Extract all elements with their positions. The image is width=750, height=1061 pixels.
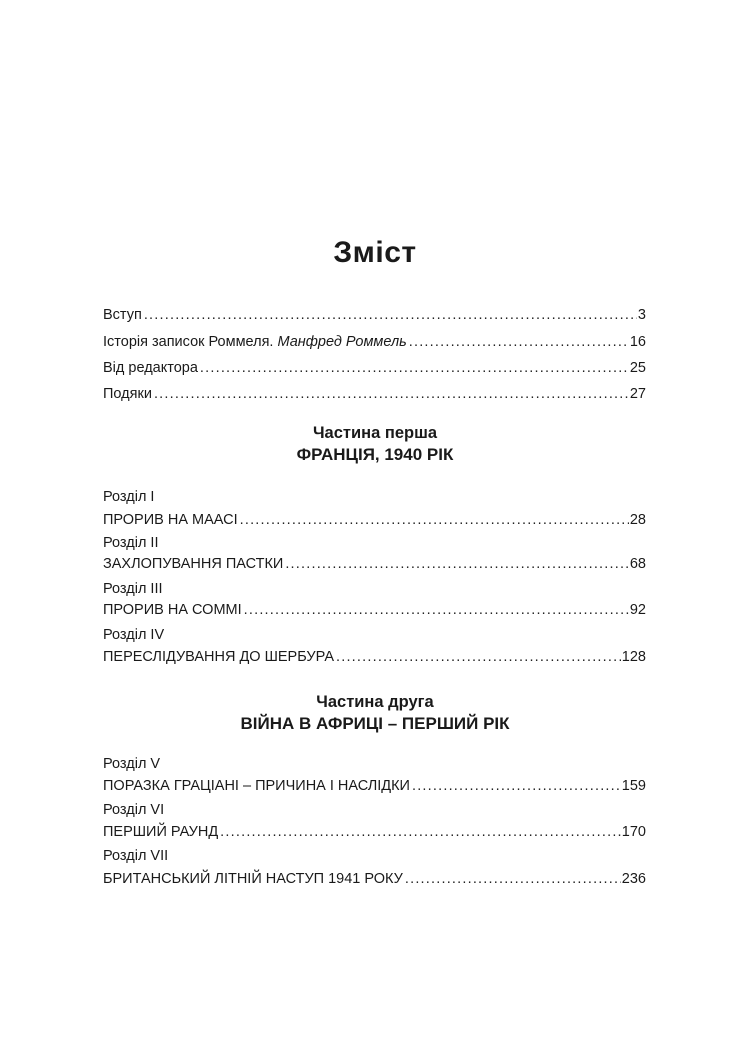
- toc-entry-page: 68: [629, 556, 646, 572]
- part-title: ФРАНЦІЯ, 1940 РІК: [296, 445, 454, 464]
- toc-entry-thanks[interactable]: [103, 385, 646, 403]
- chapter-number: Розділ VI: [103, 802, 165, 818]
- toc-entry-chapter-6[interactable]: [103, 823, 646, 841]
- toc-entry-intro[interactable]: [103, 306, 646, 324]
- toc-entry-page: 27: [629, 386, 646, 402]
- toc-entry-history[interactable]: [103, 333, 646, 351]
- chapter-title: БРИТАНСЬКИЙ ЛІТНІЙ НАСТУП 1941 РОКУ: [103, 871, 403, 887]
- toc-entry-label: Подяки: [103, 386, 152, 402]
- toc-entry-page: 128: [621, 649, 646, 665]
- toc-entry-page: 3: [637, 307, 646, 323]
- chapter-title: ПРОРИВ НА МААСІ: [103, 512, 238, 528]
- chapter-title: ПЕРЕСЛІДУВАННЯ ДО ШЕРБУРА: [103, 649, 334, 665]
- toc-entry-label: [103, 333, 407, 351]
- part-heading-2: [0, 691, 750, 735]
- toc-entry-page: 92: [629, 602, 646, 618]
- chapter-title: ЗАХЛОПУВАННЯ ПАСТКИ: [103, 556, 284, 572]
- dot-leader: [285, 555, 629, 573]
- toc-entry-page: 28: [629, 512, 646, 528]
- part-title: ВІЙНА В АФРИЦІ – ПЕРШИЙ РІК: [240, 714, 510, 733]
- dot-leader: [220, 823, 621, 841]
- chapter-title: ПРОРИВ НА СОММІ: [103, 602, 242, 618]
- chapter-title: ПОРАЗКА ГРАЦІАНІ – ПРИЧИНА І НАСЛІДКИ: [103, 778, 410, 794]
- toc-entry-chapter-1[interactable]: [103, 511, 646, 529]
- dot-leader: [405, 870, 621, 888]
- toc-entry-page: 16: [629, 334, 646, 350]
- chapter-number: Розділ III: [103, 581, 163, 597]
- toc-entry-page: 236: [621, 871, 646, 887]
- dot-leader: [336, 648, 621, 666]
- toc-entry-page: 170: [621, 824, 646, 840]
- toc-entry-chapter-4[interactable]: [103, 648, 646, 666]
- toc-entry-editor[interactable]: [103, 359, 646, 377]
- toc-entry-label: Вступ: [103, 307, 142, 323]
- chapter-number: Розділ I: [103, 489, 155, 505]
- toc-entry-label: Від редактора: [103, 360, 198, 376]
- dot-leader: [240, 511, 629, 529]
- toc-entry-chapter-5[interactable]: [103, 777, 646, 795]
- part-heading-1: [0, 422, 750, 466]
- part-subtitle: Частина перша: [312, 424, 438, 442]
- toc-entry-chapter-7[interactable]: [103, 870, 646, 888]
- chapter-number: Розділ II: [103, 535, 159, 551]
- part-subtitle: Частина друга: [316, 693, 434, 711]
- dot-leader: [144, 306, 637, 324]
- chapter-number: Розділ IV: [103, 627, 165, 643]
- chapter-title: ПЕРШИЙ РАУНД: [103, 824, 219, 840]
- chapter-number: Розділ VII: [103, 848, 169, 864]
- toc-entry-chapter-2[interactable]: [103, 555, 646, 573]
- toc-entry-label-text: Історія записок Роммеля.: [103, 334, 274, 350]
- chapter-number: Розділ V: [103, 756, 161, 772]
- toc-entry-page: 159: [621, 778, 646, 794]
- toc-entry-author: Манфред Роммель: [277, 334, 407, 350]
- dot-leader: [244, 601, 629, 619]
- toc-entry-page: 25: [629, 360, 646, 376]
- toc-title: Зміст: [333, 236, 417, 269]
- dot-leader: [200, 359, 629, 377]
- dot-leader: [154, 385, 629, 403]
- toc-entry-chapter-3[interactable]: [103, 601, 646, 619]
- dot-leader: [409, 333, 629, 351]
- dot-leader: [412, 777, 621, 795]
